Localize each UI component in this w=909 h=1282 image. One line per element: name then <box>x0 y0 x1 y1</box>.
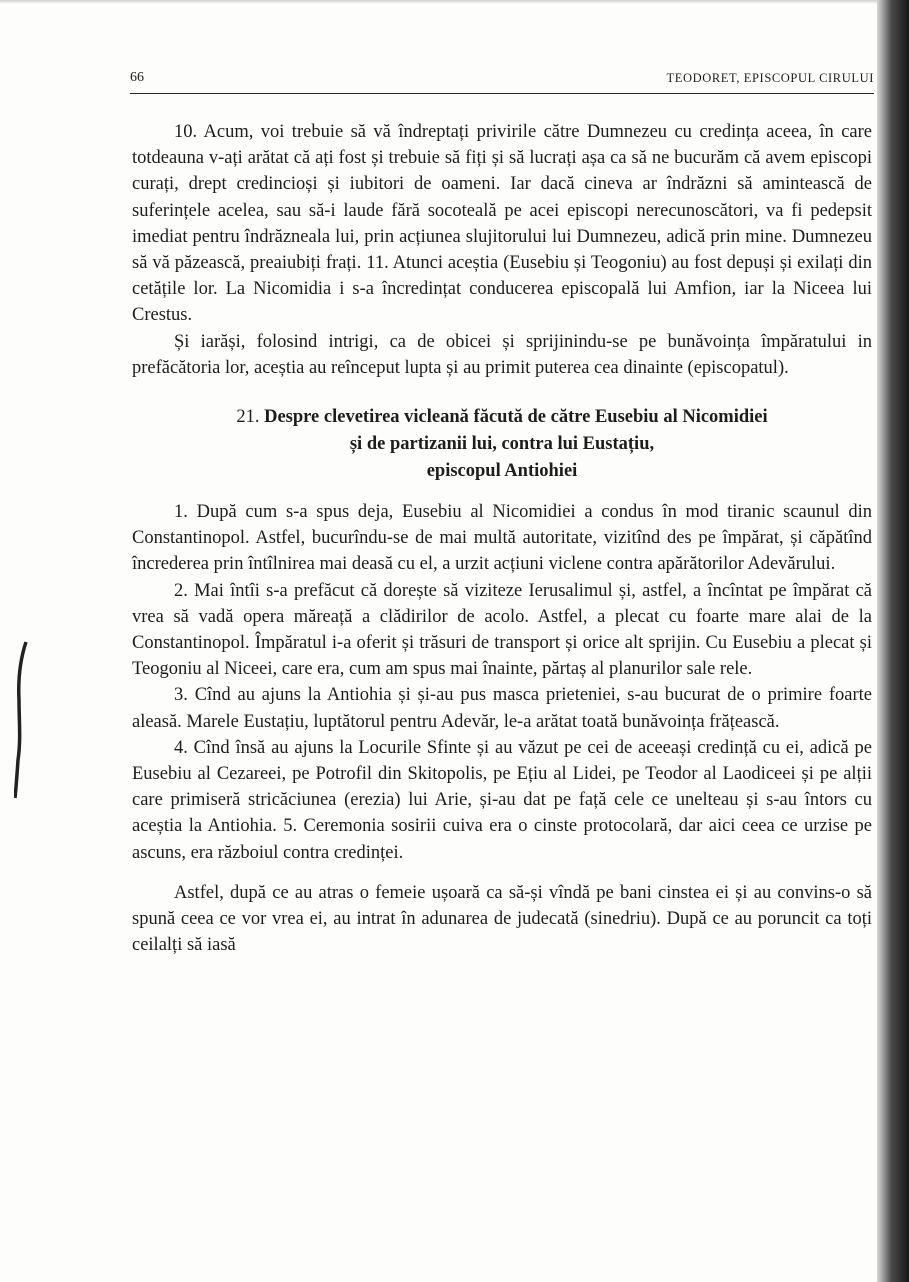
paragraph-astfel: Astfel, după ce au atras o femeie ușoară ca să-și vîndă pe bani cinstea ei și au convins-o să spună ceea ce vor vrea ei, au intrat în adunarea de judecată (sinedriu). După ce au poruncit ca toți ceilalți să iasă <box>132 882 872 956</box>
paragraph-gap <box>132 866 872 880</box>
chapter-title-line-3: episcopul Antiohiei <box>426 461 578 482</box>
book-title: TEODORET, EPISCOPUL CIRULUI <box>666 71 874 85</box>
paragraph-10-11: 10. Acum, voi trebuie să vă îndreptați privirile către Dumnezeu cu credința aceea, în care totdeauna v-ați arătat că ați fost și trebuie să fiți și să lucrați așa ca să ne bucurăm că avem episcopi curați, drept credincioși și iubitori de oameni. Iar dacă cineva ar îndrăzni să amintească de suferințele acelea, sau să-i laude fără socoteală pe acei episcopi nerecunoscători, va fi pedepsit imediat pentru îndrăzneala lui, prin acțiunea slujitorului lui Dumnezeu, adică prin mine. Dumnezeu să vă păzească, preaiubiți frați. 11. Atunci aceștia (Eusebiu și Teogoniu) au fost depuși și exilați din cetățile lor. La Nicomidia i s-a încredințat conducerea episcopală lui Amfion, iar la Niceea lui Crestus. <box>132 122 872 326</box>
margin-ink-mark <box>14 640 30 800</box>
paragraph-iarasi: Și iarăși, folosind intrigi, ca de obicei și sprijinindu-se pe bunăvoința împăratului in prefăcătoria lor, aceștia au reînceput lupta și au primit puterea cea dinainte (episcopatul). <box>132 331 872 378</box>
paragraph-1: 1. După cum s-a spus deja, Eusebiu al Nicomidiei a condus în mod tiranic scaunul din Constantinopol. Astfel, bucurîndu-se de mai multă autoritate, vizitînd des pe împărat, și căpătînd încrederea prin întîlnirea mai deasă cu el, a urzit acțiuni viclene contra apărătorilor Adevărului. <box>132 502 872 575</box>
paragraph-4-5: 4. Cînd însă au ajuns la Locurile Sfinte și au văzut pe cei de aceeași credință cu ei, adică pe Eusebiu al Cezareei, pe Potrofil din Skitopolis, pe Ețiu al Lidei, pe Teodor al Laodiceei și pe alții care primiseră stricăciunea (erezia) lui Arie, și-au dat pe față cele ce unelteau și s-au întors cu aceștia la Antiohia. 5. Ceremonia sosirii cuiva era o cinste protocolară, dar aici ceea ce urzise pe ascuns, era războiul contra credinței. <box>132 737 872 863</box>
chapter-title-line-1: Despre clevetirea vicleană făcută de către Eusebiu al Nicomidiei <box>264 407 768 428</box>
paragraph-3: 3. Cînd au ajuns la Antiohia și și-au pus masca prieteniei, s-au bucurat de o primire foarte aleasă. Marele Eustațiu, luptătorul pentru Adevăr, le-a arătat toată bunăvoința frățească. <box>132 685 872 732</box>
page-number: 66 <box>130 70 144 85</box>
chapter-number: 21. <box>236 407 260 428</box>
header-rule <box>130 93 874 94</box>
scan-binding-shadow <box>877 0 909 1282</box>
chapter-title-line-2: și de partizanii lui, contra lui Eustațiu, <box>349 434 655 455</box>
chapter-title <box>132 404 872 485</box>
running-head <box>130 70 874 90</box>
page-body <box>132 119 872 958</box>
paragraph-2: 2. Mai întîi s-a prefăcut că dorește să viziteze Ierusalimul și, astfel, a încîntat pe împărat că vrea să vadă opera măreață a clădirilor de acolo. Astfel, a plecat cu foarte mare alai de la Constantinopol. Împăratul i-a oferit și trăsuri de transport și orice alt sprijin. Cu Eusebiu a plecat și Teogoniu al Niceei, care era, cum am spus mai înainte, părtaș al planurilor sale rele. <box>132 580 872 680</box>
scan-top-edge <box>0 0 909 4</box>
